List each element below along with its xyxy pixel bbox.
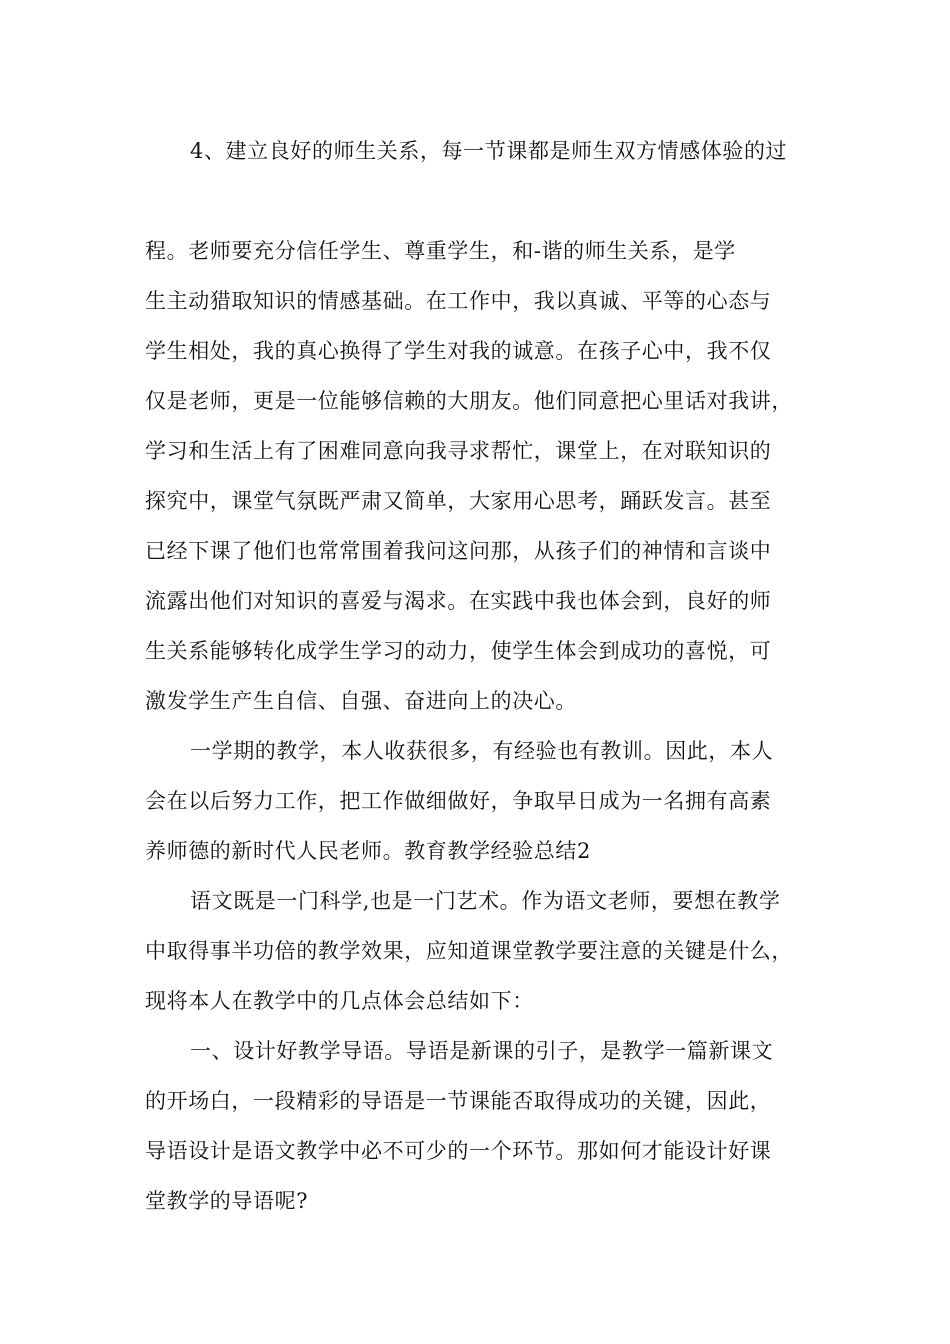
paragraph-line: 激发学生产生自信、自强、奋进向上的决心。: [145, 689, 577, 713]
paragraph-line: 会在以后努力工作，把工作做细做好，争取早日成为一名拥有高素: [145, 789, 772, 813]
paragraph-line: 一、设计好教学导语。导语是新课的引子，是教学一篇新课文: [190, 1039, 774, 1063]
paragraph-line: 4、建立良好的师生关系，每一节课都是师生双方情感体验的过: [190, 139, 788, 163]
paragraph-line: 流露出他们对知识的喜爱与渴求。在实践中我也体会到，良好的师: [145, 589, 772, 613]
paragraph-line: 导语设计是语文教学中必不可少的一个环节。那如何才能设计好课: [145, 1139, 772, 1163]
paragraph-line: 现将本人在教学中的几点体会总结如下：: [145, 989, 534, 1013]
paragraph-line: 程。老师要充分信任学生、尊重学生，和-谐的师生关系，是学: [145, 239, 736, 263]
paragraph-line: 的开场白，一段精彩的导语是一节课能否取得成功的关键，因此，: [145, 1089, 772, 1113]
paragraph-line: 探究中，课堂气氛既严肃又简单，大家用心思考，踊跃发言。甚至: [145, 489, 772, 513]
paragraph-line: 堂教学的导语呢?: [145, 1189, 309, 1213]
paragraph-line: 已经下课了他们也常常围着我问这问那，从孩子们的神情和言谈中: [145, 539, 772, 563]
paragraph-line: 仅是老师，更是一位能够信赖的大朋友。他们同意把心里话对我讲，: [145, 389, 793, 413]
paragraph-line: 一学期的教学，本人收获很多，有经验也有教训。因此，本人: [190, 739, 774, 763]
paragraph-line: 学习和生活上有了困难同意向我寻求帮忙，课堂上，在对联知识的: [145, 439, 772, 463]
paragraph-line: 生主动猎取知识的情感基础。在工作中，我以真诚、平等的心态与: [145, 289, 772, 313]
paragraph-line: 中取得事半功倍的教学效果，应知道课堂教学要注意的关键是什么，: [145, 939, 793, 963]
paragraph-line: 养师德的新时代人民老师。教育教学经验总结2: [145, 839, 591, 863]
paragraph-line: 学生相处，我的真心换得了学生对我的诚意。在孩子心中，我不仅: [145, 339, 772, 363]
paragraph-line: 语文既是一门科学,也是一门艺术。作为语文老师，要想在教学: [190, 889, 781, 913]
paragraph-line: 生关系能够转化成学生学习的动力，使学生体会到成功的喜悦，可: [145, 639, 772, 663]
